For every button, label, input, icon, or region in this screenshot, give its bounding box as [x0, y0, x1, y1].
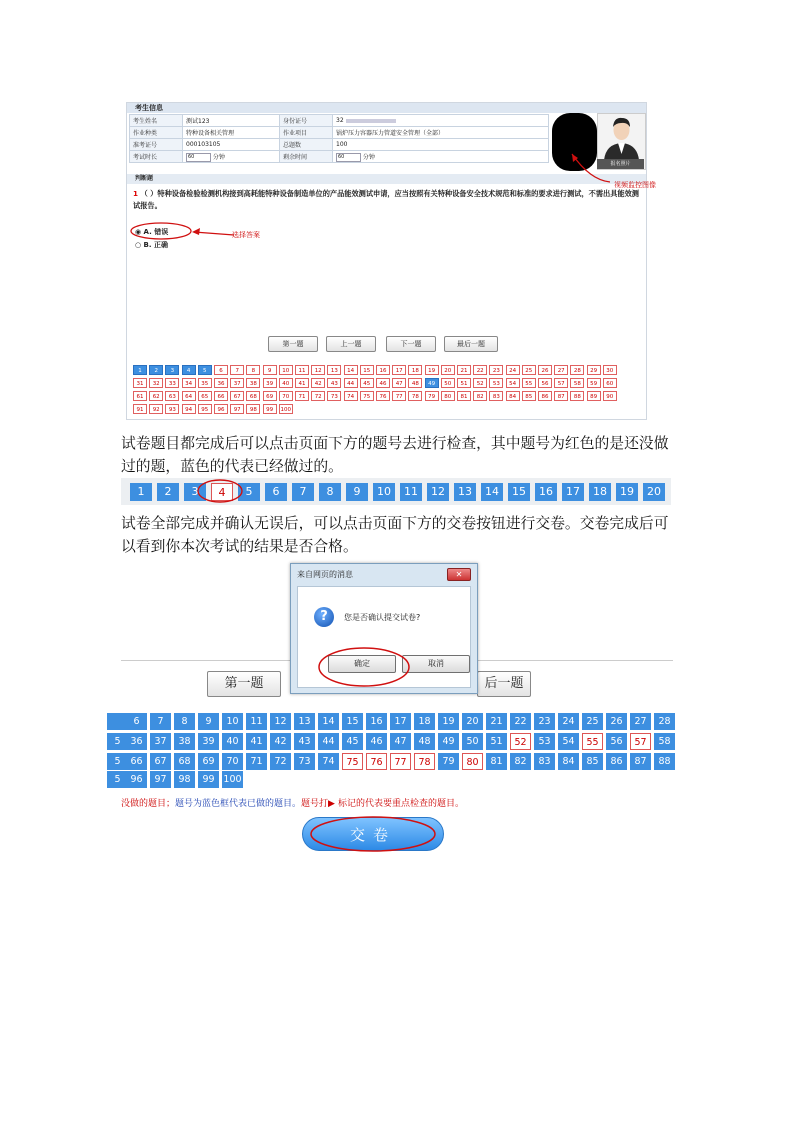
question-number-40[interactable]: 40 — [279, 378, 293, 388]
question-number-46[interactable]: 46 — [376, 378, 390, 388]
question-number-17[interactable]: 17 — [390, 713, 411, 730]
question-number-28[interactable]: 28 — [570, 365, 584, 375]
question-number-77[interactable]: 77 — [390, 753, 411, 770]
question-number-72[interactable]: 72 — [311, 391, 325, 401]
question-number-57[interactable]: 57 — [630, 733, 651, 750]
question-number-89[interactable]: 89 — [587, 391, 601, 401]
question-number-5[interactable]: 5 — [198, 365, 212, 375]
label-work-type: 作业种类 — [130, 127, 183, 139]
question-number-43[interactable]: 43 — [294, 733, 315, 750]
question-number-38[interactable]: 38 — [246, 378, 260, 388]
question-number-9[interactable]: 9 — [346, 483, 368, 501]
question-number-66[interactable]: 66 — [126, 753, 147, 770]
question-number-100[interactable]: 100 — [222, 771, 243, 788]
question-number-96[interactable]: 96 — [126, 771, 147, 788]
question-number-4[interactable]: 4 — [182, 365, 196, 375]
question-text: 1 （ ）特种设备检验检测机构接到高耗能特种设备制造单位的产品能效测试申请，应当按照有关特种设备安全技术规范和标准的要求进行测试，不需出具能效测试报告。 — [133, 189, 639, 210]
question-number-27[interactable]: 27 — [630, 713, 651, 730]
value-total: 100 — [333, 139, 549, 151]
question-number-4[interactable]: 4 — [211, 483, 233, 501]
candidate-info-header: 考生信息 — [127, 103, 646, 113]
highlight-ellipse — [129, 221, 193, 241]
question-number-22[interactable]: 22 — [473, 365, 487, 375]
question-number-2[interactable]: 2 — [149, 365, 163, 375]
question-number-63[interactable]: 63 — [165, 391, 179, 401]
question-number-51[interactable]: 51 — [457, 378, 471, 388]
candidate-info-table — [129, 114, 549, 163]
question-number-60[interactable]: 60 — [603, 378, 617, 388]
question-number-partial-3[interactable]: 5 — [107, 771, 128, 788]
question-number-94[interactable]: 94 — [182, 404, 196, 414]
question-number-82[interactable]: 82 — [473, 391, 487, 401]
question-number-67[interactable]: 67 — [230, 391, 244, 401]
question-number-59[interactable]: 59 — [587, 378, 601, 388]
question-number-3[interactable]: 3 — [184, 483, 206, 501]
question-number-16[interactable]: 16 — [376, 365, 390, 375]
question-number-12[interactable]: 12 — [311, 365, 325, 375]
question-number-41[interactable]: 41 — [295, 378, 309, 388]
question-number-76[interactable]: 76 — [366, 753, 387, 770]
question-number-86[interactable]: 86 — [606, 753, 627, 770]
question-number-26[interactable]: 26 — [606, 713, 627, 730]
question-number-82[interactable]: 82 — [510, 753, 531, 770]
question-number-20[interactable]: 20 — [462, 713, 483, 730]
option-a[interactable]: ◉ A. 错误 — [135, 228, 169, 236]
question-number-10[interactable]: 10 — [373, 483, 395, 501]
camera-arrow — [560, 150, 620, 190]
question-number-16[interactable]: 16 — [366, 713, 387, 730]
instruction-paragraph-submit: 试卷全部完成并确认无误后，可以点击页面下方的交卷按钮进行交卷。交卷完成后可以看到你本次考试的结果是否合格。 — [121, 515, 669, 555]
question-number-5[interactable]: 5 — [238, 483, 260, 501]
question-number-42[interactable]: 42 — [311, 378, 325, 388]
question-number-3[interactable]: 3 — [165, 365, 179, 375]
legend-footer: 没做的题目；题号为蓝色框代表已做的题目。题号打▶ 标记的代表要重点检查的题目。 — [121, 799, 465, 809]
question-number-93[interactable]: 93 — [165, 404, 179, 414]
question-number-76[interactable]: 76 — [376, 391, 390, 401]
question-number-97[interactable]: 97 — [230, 404, 244, 414]
value-remaining: 60 分钟 — [333, 151, 549, 163]
question-number-partial-2[interactable]: 5 — [107, 753, 128, 770]
question-number-35[interactable]: 35 — [198, 378, 212, 388]
question-number-50[interactable]: 50 — [462, 733, 483, 750]
question-number-69[interactable]: 69 — [198, 753, 219, 770]
answer-arrow — [190, 225, 238, 239]
submit-exam-button[interactable]: 交卷 — [302, 817, 444, 851]
question-number-55[interactable]: 55 — [582, 733, 603, 750]
label-total: 总题数 — [280, 139, 333, 151]
question-number-29[interactable]: 29 — [587, 365, 601, 375]
question-number-14[interactable]: 14 — [344, 365, 358, 375]
question-number-71[interactable]: 71 — [295, 391, 309, 401]
question-number-23[interactable]: 23 — [489, 365, 503, 375]
next-question-button[interactable]: 下一题 — [386, 336, 436, 352]
question-number-54[interactable]: 54 — [506, 378, 520, 388]
value-id: 32 — [333, 115, 549, 127]
question-number-64[interactable]: 64 — [182, 391, 196, 401]
question-number-8[interactable]: 8 — [319, 483, 341, 501]
question-number-88[interactable]: 88 — [654, 753, 675, 770]
option-b[interactable]: ○ B. 正确 — [135, 241, 168, 249]
highlight-ellipse-submit — [308, 814, 438, 854]
question-number-53[interactable]: 53 — [534, 733, 555, 750]
question-number-81[interactable]: 81 — [486, 753, 507, 770]
question-number-16[interactable]: 16 — [535, 483, 557, 501]
dialog-title: 来自网页的消息 — [297, 570, 353, 579]
question-number-58[interactable]: 58 — [570, 378, 584, 388]
question-number-44[interactable]: 44 — [318, 733, 339, 750]
label-work-item: 作业项目 — [280, 127, 333, 139]
question-number-86[interactable]: 86 — [538, 391, 552, 401]
question-number-71[interactable]: 71 — [246, 753, 267, 770]
question-number-97[interactable]: 97 — [150, 771, 171, 788]
question-number-37[interactable]: 37 — [150, 733, 171, 750]
question-number-83[interactable]: 83 — [534, 753, 555, 770]
question-number-18[interactable]: 18 — [414, 713, 435, 730]
question-icon: ? — [314, 607, 334, 627]
question-number-55[interactable]: 55 — [522, 378, 536, 388]
question-number-24[interactable]: 24 — [558, 713, 579, 730]
label-remaining: 剩余时间 — [280, 151, 333, 163]
question-number-52[interactable]: 52 — [510, 733, 531, 750]
value-work-type: 特种设备相关管理 — [183, 127, 280, 139]
question-number-67[interactable]: 67 — [150, 753, 171, 770]
prev-question-button[interactable]: 上一题 — [326, 336, 376, 352]
value-work-item: 锅炉压力容器压力管道安全管理（全部） — [333, 127, 549, 139]
question-number-10[interactable]: 10 — [222, 713, 243, 730]
question-number-15[interactable]: 15 — [342, 713, 363, 730]
question-number-19[interactable]: 19 — [616, 483, 638, 501]
question-number-70[interactable]: 70 — [222, 753, 243, 770]
question-number-61[interactable]: 61 — [133, 391, 147, 401]
question-number-27[interactable]: 27 — [554, 365, 568, 375]
question-number-9[interactable]: 9 — [198, 713, 219, 730]
question-number-12[interactable]: 12 — [427, 483, 449, 501]
highlight-ellipse-ok — [316, 645, 412, 689]
question-number-41[interactable]: 41 — [246, 733, 267, 750]
question-number-80[interactable]: 80 — [441, 391, 455, 401]
question-number-84[interactable]: 84 — [558, 753, 579, 770]
last-question-button[interactable]: 最后一题 — [444, 336, 498, 352]
question-number-15[interactable]: 15 — [508, 483, 530, 501]
question-number-7[interactable]: 7 — [150, 713, 171, 730]
question-number-88[interactable]: 88 — [570, 391, 584, 401]
question-number-6[interactable]: 6 — [214, 365, 228, 375]
close-icon[interactable]: ✕ — [447, 568, 471, 581]
question-number-49[interactable]: 49 — [425, 378, 439, 388]
question-number-99[interactable]: 99 — [263, 404, 277, 414]
question-number-100[interactable]: 100 — [279, 404, 293, 414]
question-number-56[interactable]: 56 — [538, 378, 552, 388]
question-number-12[interactable]: 12 — [270, 713, 291, 730]
question-number-39[interactable]: 39 — [198, 733, 219, 750]
first-question-button[interactable]: 第一题 — [207, 671, 281, 697]
question-number-23[interactable]: 23 — [534, 713, 555, 730]
question-number-70[interactable]: 70 — [279, 391, 293, 401]
question-number-53[interactable]: 53 — [489, 378, 503, 388]
question-number-11[interactable]: 11 — [295, 365, 309, 375]
question-number-68[interactable]: 68 — [246, 391, 260, 401]
question-number-49[interactable]: 49 — [438, 733, 459, 750]
question-number-68[interactable]: 68 — [174, 753, 195, 770]
question-number-28[interactable]: 28 — [654, 713, 675, 730]
label-name: 考生姓名 — [130, 115, 183, 127]
question-number-14[interactable]: 14 — [318, 713, 339, 730]
question-number-21[interactable]: 21 — [457, 365, 471, 375]
question-number-8[interactable]: 8 — [174, 713, 195, 730]
question-number-13[interactable]: 13 — [327, 365, 341, 375]
instruction-paragraph-check: 试卷题目都完成后可以点击页面下方的题号去进行检查，其中题号为红色的是还没做过的题，蓝色的代表已经做过的。 — [121, 435, 669, 475]
question-number-6[interactable]: 6 — [265, 483, 287, 501]
question-number-48[interactable]: 48 — [408, 378, 422, 388]
question-number-43[interactable]: 43 — [327, 378, 341, 388]
question-number-partial-0[interactable] — [107, 713, 128, 730]
question-number-14[interactable]: 14 — [481, 483, 503, 501]
camera-annotation: 视频监控图像 — [614, 181, 656, 189]
question-number-18[interactable]: 18 — [408, 365, 422, 375]
question-number-69[interactable]: 69 — [263, 391, 277, 401]
question-number-17[interactable]: 17 — [392, 365, 406, 375]
question-number-32[interactable]: 32 — [149, 378, 163, 388]
question-number-78[interactable]: 78 — [414, 753, 435, 770]
section-title: 判断题 — [127, 174, 646, 184]
photo-caption: 报名照片 — [597, 159, 644, 169]
question-number-13[interactable]: 13 — [454, 483, 476, 501]
question-number-95[interactable]: 95 — [198, 404, 212, 414]
question-number-96[interactable]: 96 — [214, 404, 228, 414]
question-number-26[interactable]: 26 — [538, 365, 552, 375]
question-number-56[interactable]: 56 — [606, 733, 627, 750]
question-number-1[interactable]: 1 — [130, 483, 152, 501]
question-number-74[interactable]: 74 — [318, 753, 339, 770]
question-number-58[interactable]: 58 — [654, 733, 675, 750]
question-number-48[interactable]: 48 — [414, 733, 435, 750]
question-number-30[interactable]: 30 — [603, 365, 617, 375]
question-number-74[interactable]: 74 — [344, 391, 358, 401]
question-number-91[interactable]: 91 — [133, 404, 147, 414]
question-number-19[interactable]: 19 — [425, 365, 439, 375]
question-number-partial-1[interactable]: 5 — [107, 733, 128, 750]
question-number-98[interactable]: 98 — [246, 404, 260, 414]
question-number-46[interactable]: 46 — [366, 733, 387, 750]
question-number-80[interactable]: 80 — [462, 753, 483, 770]
question-number-20[interactable]: 20 — [441, 365, 455, 375]
question-number-85[interactable]: 85 — [582, 753, 603, 770]
question-number-45[interactable]: 45 — [342, 733, 363, 750]
label-duration: 考试时长 — [130, 151, 183, 163]
question-number-21[interactable]: 21 — [486, 713, 507, 730]
question-number-73[interactable]: 73 — [327, 391, 341, 401]
question-number-98[interactable]: 98 — [174, 771, 195, 788]
question-number-57[interactable]: 57 — [554, 378, 568, 388]
duration-field: 60 — [186, 153, 211, 162]
question-number-47[interactable]: 47 — [392, 378, 406, 388]
question-number-79[interactable]: 79 — [438, 753, 459, 770]
last-question-button[interactable]: 后一题 — [477, 671, 531, 697]
question-number-83[interactable]: 83 — [489, 391, 503, 401]
question-number-42[interactable]: 42 — [270, 733, 291, 750]
question-number-25[interactable]: 25 — [582, 713, 603, 730]
question-number-84[interactable]: 84 — [506, 391, 520, 401]
remaining-field: 60 — [336, 153, 361, 162]
question-number-52[interactable]: 52 — [473, 378, 487, 388]
question-number-44[interactable]: 44 — [344, 378, 358, 388]
question-number-92[interactable]: 92 — [149, 404, 163, 414]
question-number-62[interactable]: 62 — [149, 391, 163, 401]
ok-button[interactable]: 确定 — [328, 655, 396, 673]
question-number-11[interactable]: 11 — [400, 483, 422, 501]
question-number-19[interactable]: 19 — [438, 713, 459, 730]
question-number-36[interactable]: 36 — [126, 733, 147, 750]
question-number-45[interactable]: 45 — [360, 378, 374, 388]
question-number-33[interactable]: 33 — [165, 378, 179, 388]
value-ticket: 000103105 — [183, 139, 280, 151]
question-number-72[interactable]: 72 — [270, 753, 291, 770]
question-number-11[interactable]: 11 — [246, 713, 267, 730]
question-number-38[interactable]: 38 — [174, 733, 195, 750]
question-number-50[interactable]: 50 — [441, 378, 455, 388]
question-number-39[interactable]: 39 — [263, 378, 277, 388]
question-number-8[interactable]: 8 — [246, 365, 260, 375]
question-number-7[interactable]: 7 — [292, 483, 314, 501]
question-number-6[interactable]: 6 — [126, 713, 147, 730]
question-number-65[interactable]: 65 — [198, 391, 212, 401]
question-number-99[interactable]: 99 — [198, 771, 219, 788]
question-number-1[interactable]: 1 — [133, 365, 147, 375]
question-number-40[interactable]: 40 — [222, 733, 243, 750]
question-number-75[interactable]: 75 — [342, 753, 363, 770]
question-number-7[interactable]: 7 — [230, 365, 244, 375]
value-duration: 60 分钟 — [183, 151, 280, 163]
question-number-18[interactable]: 18 — [589, 483, 611, 501]
question-number-47[interactable]: 47 — [390, 733, 411, 750]
question-number-85[interactable]: 85 — [522, 391, 536, 401]
question-number-31[interactable]: 31 — [133, 378, 147, 388]
question-number-87[interactable]: 87 — [554, 391, 568, 401]
question-number-90[interactable]: 90 — [603, 391, 617, 401]
highlight-ellipse-4 — [196, 477, 244, 505]
question-number-73[interactable]: 73 — [294, 753, 315, 770]
question-number-54[interactable]: 54 — [558, 733, 579, 750]
answer-annotation: 选择答案 — [232, 231, 260, 239]
question-number-81[interactable]: 81 — [457, 391, 471, 401]
dialog-message: 您是否确认提交试卷? — [344, 613, 421, 622]
question-number-25[interactable]: 25 — [522, 365, 536, 375]
cancel-button[interactable]: 取消 — [402, 655, 470, 673]
question-number-78[interactable]: 78 — [408, 391, 422, 401]
question-number-20[interactable]: 20 — [643, 483, 665, 501]
question-number-10[interactable]: 10 — [279, 365, 293, 375]
question-number-9[interactable]: 9 — [263, 365, 277, 375]
label-ticket: 准考证号 — [130, 139, 183, 151]
first-question-button[interactable]: 第一题 — [268, 336, 318, 352]
question-number-24[interactable]: 24 — [506, 365, 520, 375]
question-number-79[interactable]: 79 — [425, 391, 439, 401]
question-number-37[interactable]: 37 — [230, 378, 244, 388]
question-number-22[interactable]: 22 — [510, 713, 531, 730]
question-number-15[interactable]: 15 — [360, 365, 374, 375]
question-number-75[interactable]: 75 — [360, 391, 374, 401]
question-number-34[interactable]: 34 — [182, 378, 196, 388]
value-name: 测试123 — [183, 115, 280, 127]
question-number-13[interactable]: 13 — [294, 713, 315, 730]
question-number-36[interactable]: 36 — [214, 378, 228, 388]
question-number-77[interactable]: 77 — [392, 391, 406, 401]
question-number-87[interactable]: 87 — [630, 753, 651, 770]
question-number-66[interactable]: 66 — [214, 391, 228, 401]
question-number-17[interactable]: 17 — [562, 483, 584, 501]
question-number-2[interactable]: 2 — [157, 483, 179, 501]
question-number-51[interactable]: 51 — [486, 733, 507, 750]
label-id: 身份证号 — [280, 115, 333, 127]
